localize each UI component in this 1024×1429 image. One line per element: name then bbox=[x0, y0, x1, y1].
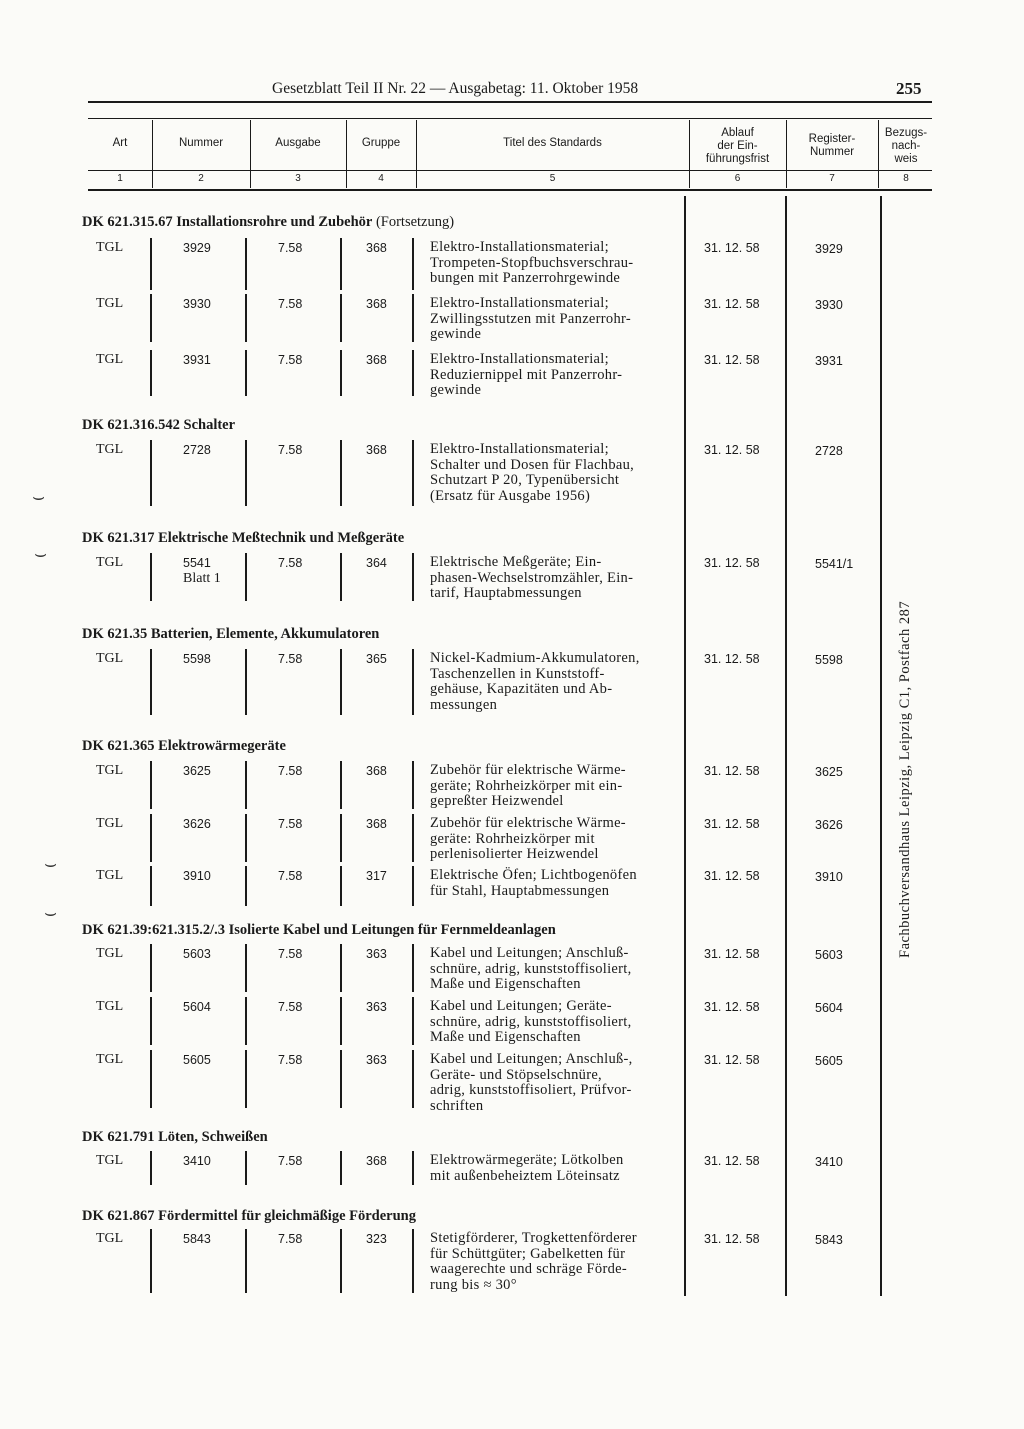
row-title-line: für Schüttgüter; Gabelketten für bbox=[430, 1245, 626, 1262]
row-nummer: 3930 bbox=[183, 297, 211, 311]
row-ausgabe: 7.58 bbox=[278, 241, 303, 255]
row-nummer: 5603 bbox=[183, 947, 211, 961]
row-title-line: schnüre, adrig, kunststoffisoliert, bbox=[430, 960, 632, 977]
row-divider bbox=[340, 1229, 342, 1293]
row-title-line: Zubehör für elektrische Wärme- bbox=[430, 815, 626, 831]
row-ablauf: 31. 12. 58 bbox=[704, 556, 760, 570]
row-register: 5541/1 bbox=[815, 557, 854, 571]
row-title-line: Zubehör für elektrische Wärme- bbox=[430, 762, 626, 778]
row-divider bbox=[245, 553, 247, 601]
section-name: Batterien, Elemente, Akkumulatoren bbox=[150, 626, 380, 642]
row-register: 3931 bbox=[815, 354, 843, 368]
row-divider bbox=[150, 1229, 152, 1293]
section-name: Elektrische Meßtechnik und Meßgeräte bbox=[158, 530, 405, 546]
row-ablauf: 31. 12. 58 bbox=[704, 241, 760, 255]
row-divider bbox=[412, 238, 414, 290]
col-titel: Titel des Standards bbox=[503, 137, 602, 149]
row-nummer: 3626 bbox=[183, 817, 211, 831]
row-gruppe: 363 bbox=[366, 1053, 387, 1067]
row-ablauf: 31. 12. 58 bbox=[704, 443, 760, 457]
row-divider bbox=[412, 1229, 414, 1293]
section-dk-number: DK 621.317 bbox=[82, 530, 155, 546]
row-divider bbox=[412, 1151, 414, 1185]
row-divider bbox=[412, 440, 414, 506]
row-art: TGL bbox=[96, 1231, 124, 1246]
row-divider bbox=[412, 997, 414, 1045]
row-title-line: schriften bbox=[430, 1097, 484, 1114]
row-art: TGL bbox=[96, 763, 124, 778]
row-divider bbox=[245, 944, 247, 992]
row-art: TGL bbox=[96, 816, 124, 831]
row-gruppe: 368 bbox=[366, 764, 387, 778]
row-title-line: Geräte- und Stöpselschnüre, bbox=[430, 1066, 602, 1083]
col-bezug: Bezugs- nach- weis bbox=[884, 127, 928, 165]
row-register: 3410 bbox=[815, 1155, 843, 1169]
side-note: Fachbuchversandhaus Leipzig, Leipzig C1, Postfach 287 bbox=[897, 600, 913, 958]
row-register: 3930 bbox=[815, 298, 843, 312]
row-divider bbox=[150, 1151, 152, 1185]
row-gruppe: 368 bbox=[366, 443, 387, 457]
row-title-line: tarif, Hauptabmessungen bbox=[430, 585, 582, 602]
section-dk-number: DK 621.35 bbox=[82, 626, 148, 642]
row-title-line: Taschenzellen in Kunststoff- bbox=[430, 665, 605, 682]
row-divider bbox=[150, 440, 152, 506]
row-divider bbox=[245, 866, 247, 906]
row-title-line: geräte: Rohrheizkörper mit bbox=[430, 830, 595, 847]
row-art: TGL bbox=[96, 442, 124, 457]
row-art: TGL bbox=[96, 1153, 124, 1168]
row-divider bbox=[340, 238, 342, 290]
header-rule bbox=[88, 101, 932, 103]
row-divider bbox=[340, 1151, 342, 1185]
row-divider bbox=[245, 350, 247, 396]
row-gruppe: 368 bbox=[366, 353, 387, 367]
row-art: TGL bbox=[96, 946, 124, 961]
row-title-line: gepreßter Heizwendel bbox=[430, 793, 564, 810]
row-divider bbox=[245, 1151, 247, 1185]
row-gruppe: 363 bbox=[366, 947, 387, 961]
row-register: 3910 bbox=[815, 870, 843, 884]
row-title-line: Stetigförderer, Trogkettenförderer bbox=[430, 1230, 637, 1246]
row-nummer: 3410 bbox=[183, 1154, 211, 1168]
row-title-line: Zwillingsstutzen mit Panzerrohr- bbox=[430, 310, 631, 327]
row-divider bbox=[150, 294, 152, 342]
row-divider bbox=[340, 997, 342, 1045]
row-ausgabe: 7.58 bbox=[278, 556, 303, 570]
row-art: TGL bbox=[96, 651, 124, 666]
section-heading bbox=[82, 417, 235, 434]
row-divider bbox=[150, 997, 152, 1045]
row-ablauf: 31. 12. 58 bbox=[704, 947, 760, 961]
row-art: TGL bbox=[96, 240, 124, 255]
row-title-line: Trompeten-Stopfbuchsverschrau- bbox=[430, 254, 634, 271]
row-title-line: Kabel und Leitungen; Anschluß-, bbox=[430, 1051, 633, 1067]
section-heading bbox=[82, 530, 404, 547]
section-dk-number: DK 621.365 bbox=[82, 738, 155, 754]
row-nummer: 2728 bbox=[183, 443, 211, 457]
section-heading bbox=[82, 738, 286, 755]
page-number: 255 bbox=[896, 79, 922, 98]
section-heading bbox=[82, 1129, 268, 1146]
row-divider bbox=[245, 997, 247, 1045]
row-ausgabe: 7.58 bbox=[278, 764, 303, 778]
row-divider bbox=[340, 944, 342, 992]
row-divider bbox=[150, 866, 152, 906]
col-nummer: Nummer bbox=[178, 137, 224, 149]
row-divider bbox=[245, 238, 247, 290]
row-art: TGL bbox=[96, 868, 124, 883]
row-title-line: Kabel und Leitungen; Anschluß- bbox=[430, 945, 629, 961]
row-nummer: 5605 bbox=[183, 1053, 211, 1067]
row-divider bbox=[150, 350, 152, 396]
row-register: 5598 bbox=[815, 653, 843, 667]
row-divider bbox=[340, 649, 342, 715]
row-title-line: Schalter und Dosen für Flachbau, bbox=[430, 456, 635, 473]
row-nummer: 3625 bbox=[183, 764, 211, 778]
row-divider bbox=[412, 649, 414, 715]
row-title-line: perlenisolierter Heizwendel bbox=[430, 846, 599, 863]
divider-register bbox=[785, 196, 787, 1296]
row-nummer: 3910 bbox=[183, 869, 211, 883]
section-heading bbox=[82, 1208, 416, 1225]
row-ablauf: 31. 12. 58 bbox=[704, 353, 760, 367]
row-register: 3626 bbox=[815, 818, 843, 832]
row-nummer: 5843 bbox=[183, 1232, 211, 1246]
row-ausgabe: 7.58 bbox=[278, 353, 303, 367]
section-dk-number: DK 621.315.67 bbox=[82, 214, 173, 230]
row-nummer: 5598 bbox=[183, 652, 211, 666]
row-register: 3625 bbox=[815, 765, 843, 779]
col-art: Art bbox=[112, 137, 128, 149]
margin-mark: ⌣ bbox=[44, 853, 58, 875]
row-ausgabe: 7.58 bbox=[278, 443, 303, 457]
row-ausgabe: 7.58 bbox=[278, 869, 303, 883]
section-name: Löten, Schweißen bbox=[158, 1129, 268, 1145]
row-title-line: phasen-Wechselstromzähler, Ein- bbox=[430, 569, 634, 586]
row-title-line: Elektrische Meßgeräte; Ein- bbox=[430, 554, 602, 570]
row-title-line: waagerechte und schräge Förde- bbox=[430, 1261, 628, 1278]
row-divider bbox=[340, 1050, 342, 1108]
divider-ablauf bbox=[684, 196, 686, 1296]
row-ausgabe: 7.58 bbox=[278, 817, 303, 831]
row-register: 5603 bbox=[815, 948, 843, 962]
row-divider bbox=[412, 350, 414, 396]
margin-mark: ⌣ bbox=[34, 543, 48, 565]
row-ablauf: 31. 12. 58 bbox=[704, 1232, 760, 1246]
row-ausgabe: 7.58 bbox=[278, 1053, 303, 1067]
row-art: TGL bbox=[96, 1052, 124, 1067]
row-title-line: Nickel-Kadmium-Akkumulatoren, bbox=[430, 650, 640, 666]
row-ausgabe: 7.58 bbox=[278, 1000, 303, 1014]
row-title-line: Maße und Eigenschaften bbox=[430, 976, 581, 993]
row-register: 5605 bbox=[815, 1054, 843, 1068]
row-divider bbox=[340, 440, 342, 506]
row-title-line: Kabel und Leitungen; Geräte- bbox=[430, 998, 612, 1014]
row-title-line: adrig, kunststoffisoliert, Prüfvor- bbox=[430, 1082, 632, 1099]
col-gruppe: Gruppe bbox=[361, 137, 401, 149]
row-ablauf: 31. 12. 58 bbox=[704, 1154, 760, 1168]
row-divider bbox=[245, 440, 247, 506]
section-name: Installationsrohre und Zubehör bbox=[176, 214, 373, 230]
row-ausgabe: 7.58 bbox=[278, 1232, 303, 1246]
row-divider bbox=[412, 866, 414, 906]
row-ausgabe: 7.58 bbox=[278, 652, 303, 666]
row-ablauf: 31. 12. 58 bbox=[704, 869, 760, 883]
section-dk-number: DK 621.39:621.315.2/.3 bbox=[82, 922, 225, 938]
section-dk-number: DK 621.316.542 bbox=[82, 417, 180, 433]
col-register: Register- Nummer bbox=[808, 133, 856, 158]
row-gruppe: 368 bbox=[366, 241, 387, 255]
section-name: Elektrowärmegeräte bbox=[158, 738, 286, 754]
row-title-line: (Ersatz für Ausgabe 1956) bbox=[430, 487, 591, 504]
row-title-line: gewinde bbox=[430, 382, 482, 399]
row-ablauf: 31. 12. 58 bbox=[704, 1000, 760, 1014]
row-ablauf: 31. 12. 58 bbox=[704, 817, 760, 831]
row-register: 5843 bbox=[815, 1233, 843, 1247]
row-gruppe: 323 bbox=[366, 1232, 387, 1246]
row-divider bbox=[245, 1229, 247, 1293]
section-dk-number: DK 621.791 bbox=[82, 1129, 155, 1145]
row-art: TGL bbox=[96, 999, 124, 1014]
section-dk-number: DK 621.867 bbox=[82, 1208, 155, 1224]
row-art: TGL bbox=[96, 555, 124, 570]
row-ausgabe: 7.58 bbox=[278, 1154, 303, 1168]
row-title-line: gehäuse, Kapazitäten und Ab- bbox=[430, 681, 613, 698]
row-gruppe: 365 bbox=[366, 652, 387, 666]
margin-mark: ⌣ bbox=[44, 902, 58, 924]
row-divider bbox=[245, 649, 247, 715]
section-heading bbox=[82, 214, 454, 231]
row-ablauf: 31. 12. 58 bbox=[704, 297, 760, 311]
row-divider bbox=[340, 866, 342, 906]
row-divider bbox=[150, 814, 152, 862]
row-divider bbox=[340, 553, 342, 601]
row-gruppe: 368 bbox=[366, 297, 387, 311]
section-suffix: (Fortsetzung) bbox=[375, 214, 455, 230]
row-divider bbox=[150, 761, 152, 809]
row-gruppe: 368 bbox=[366, 817, 387, 831]
col-ablauf: Ablauf der Ein- führungsfrist bbox=[705, 127, 770, 165]
margin-mark: ⌣ bbox=[32, 486, 46, 508]
row-title-line: Elektro-Installationsmaterial; bbox=[430, 295, 609, 311]
row-title-line: geräte; Rohrheizkörper mit ein- bbox=[430, 777, 623, 794]
row-divider bbox=[245, 761, 247, 809]
row-divider bbox=[412, 944, 414, 992]
col-ausgabe: Ausgabe bbox=[275, 137, 321, 149]
row-divider bbox=[412, 761, 414, 809]
row-register: 5604 bbox=[815, 1001, 843, 1015]
row-title-line: Elektro-Installationsmaterial; bbox=[430, 351, 609, 367]
row-divider bbox=[150, 1050, 152, 1108]
row-title-line: rung bis ≈ 30° bbox=[430, 1276, 517, 1293]
section-heading bbox=[82, 922, 556, 939]
row-divider bbox=[245, 1050, 247, 1108]
row-title-line: mit außenbeheiztem Löteinsatz bbox=[430, 1167, 620, 1184]
row-title-line: Elektro-Installationsmaterial; bbox=[430, 441, 609, 457]
row-divider bbox=[245, 814, 247, 862]
row-title-line: für Stahl, Hauptabmessungen bbox=[430, 882, 610, 899]
row-gruppe: 363 bbox=[366, 1000, 387, 1014]
divider-bezug bbox=[880, 196, 882, 1296]
row-gruppe: 317 bbox=[366, 869, 387, 883]
row-gruppe: 368 bbox=[366, 1154, 387, 1168]
row-nummer: 5541 bbox=[183, 556, 211, 570]
row-nummer-blatt: Blatt 1 bbox=[183, 571, 221, 586]
row-gruppe: 364 bbox=[366, 556, 387, 570]
row-divider bbox=[340, 350, 342, 396]
row-divider bbox=[412, 1050, 414, 1108]
section-name: Fördermittel für gleichmäßige Förderung bbox=[158, 1208, 416, 1224]
row-divider bbox=[340, 294, 342, 342]
running-header: Gesetzblatt Teil II Nr. 22 — Ausgabetag: 11. Oktober 1958 bbox=[272, 80, 639, 97]
row-nummer: 3931 bbox=[183, 353, 211, 367]
row-ablauf: 31. 12. 58 bbox=[704, 652, 760, 666]
row-divider bbox=[245, 294, 247, 342]
row-title-line: bungen mit Panzerrohrgewinde bbox=[430, 270, 621, 287]
row-divider bbox=[150, 553, 152, 601]
row-divider bbox=[150, 944, 152, 992]
row-divider bbox=[340, 761, 342, 809]
row-ausgabe: 7.58 bbox=[278, 297, 303, 311]
row-title-line: messungen bbox=[430, 696, 498, 713]
row-ablauf: 31. 12. 58 bbox=[704, 1053, 760, 1067]
row-register: 3929 bbox=[815, 242, 843, 256]
row-divider bbox=[340, 814, 342, 862]
row-nummer: 3929 bbox=[183, 241, 211, 255]
row-title-line: Elektro-Installationsmaterial; bbox=[430, 239, 609, 255]
row-ablauf: 31. 12. 58 bbox=[704, 764, 760, 778]
row-nummer: 5604 bbox=[183, 1000, 211, 1014]
row-title-line: schnüre, adrig, kunststoffisoliert, bbox=[430, 1013, 632, 1030]
row-title-line: Maße und Eigenschaften bbox=[430, 1029, 581, 1046]
row-art: TGL bbox=[96, 352, 124, 367]
row-title-line: Reduziernippel mit Panzerrohr- bbox=[430, 366, 623, 383]
row-divider bbox=[412, 814, 414, 862]
row-art: TGL bbox=[96, 296, 124, 311]
row-title-line: gewinde bbox=[430, 326, 482, 343]
row-divider bbox=[150, 649, 152, 715]
row-register: 2728 bbox=[815, 444, 843, 458]
row-title-line: Elektrische Öfen; Lichtbogenöfen bbox=[430, 867, 637, 883]
row-divider bbox=[150, 238, 152, 290]
row-divider bbox=[412, 553, 414, 601]
section-name: Isolierte Kabel und Leitungen für Fernmeldeanlagen bbox=[228, 922, 556, 938]
section-heading bbox=[82, 626, 379, 643]
row-divider bbox=[412, 294, 414, 342]
row-title-line: Elektrowärmegeräte; Lötkolben bbox=[430, 1152, 624, 1168]
section-name: Schalter bbox=[183, 417, 236, 433]
row-ausgabe: 7.58 bbox=[278, 947, 303, 961]
row-title-line: Schutzart P 20, Typenübersicht bbox=[430, 472, 620, 489]
